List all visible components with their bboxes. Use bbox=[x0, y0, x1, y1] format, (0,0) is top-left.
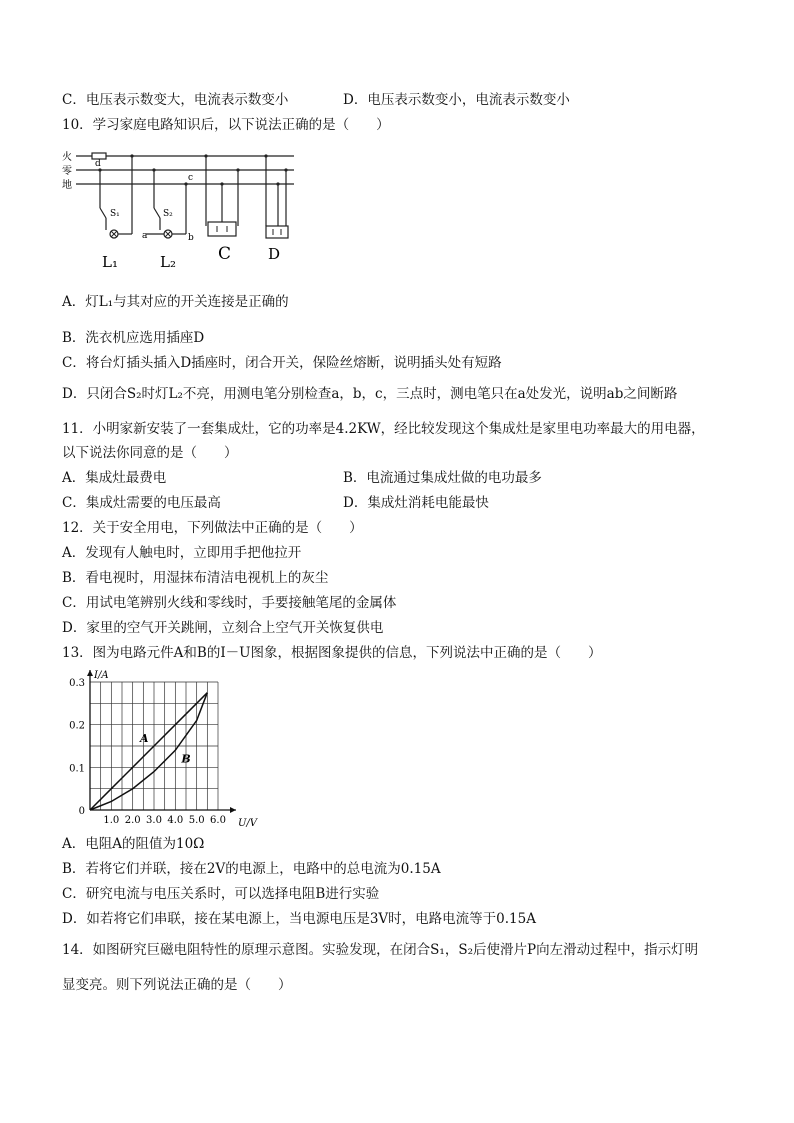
y-tick-label: 0.1 bbox=[69, 763, 85, 775]
q11-stem-line1: 11．小明家新安装了一套集成灶，它的功率是4.2KW，经比较发现这个集成灶是家里电功率最大的用电器， bbox=[62, 421, 705, 437]
point-a-label: a bbox=[142, 231, 148, 241]
q11-option-a: A．集成灶最费电 bbox=[62, 470, 167, 486]
q13-option-d: D．如若将它们串联，接在某电源上，当电源电压是3V时，电路电流等于0.15A bbox=[62, 911, 536, 927]
x-tick-label: 2.0 bbox=[124, 815, 141, 826]
x-tick-label: 3.0 bbox=[146, 815, 162, 826]
q12-option-a: A．发现有人触电时，立即用手把他拉开 bbox=[62, 545, 302, 561]
socket-d-label: D bbox=[268, 245, 281, 263]
x-tick-label: 5.0 bbox=[188, 815, 205, 826]
q9-option-d: D．电压表示数变小，电流表示数变小 bbox=[343, 92, 570, 108]
switch-s1-label: S₁ bbox=[110, 209, 120, 219]
q13-option-b: B．若将它们并联，接在2V的电源上，电路中的总电流为0.15A bbox=[62, 861, 441, 877]
x-tick-label: 1.0 bbox=[103, 815, 120, 826]
switch-s2-label: S₂ bbox=[163, 209, 173, 219]
wire-ground-label: 地 bbox=[62, 180, 72, 191]
x-axis-label: U/V bbox=[238, 818, 258, 829]
q10-option-c: C．将台灯插头插入D插座时，闭合开关，保险丝熔断，说明插头处有短路 bbox=[62, 355, 502, 371]
q13-option-c: C．研究电流与电压关系时，可以选择电阻B进行实验 bbox=[62, 886, 380, 902]
y-axis-label: I/A bbox=[94, 670, 109, 681]
lamp-l2-label: L₂ bbox=[160, 253, 176, 271]
y-axis-arrow bbox=[87, 670, 93, 676]
point-c-label: c bbox=[188, 173, 194, 183]
q12-option-d: D．家里的空气开关跳闸，立刻合上空气开关恢复供电 bbox=[62, 620, 384, 636]
q11-option-d: D．集成灶消耗电能最快 bbox=[343, 495, 489, 511]
q10-option-d: D．只闭合S₂时灯L₂不亮，用测电笔分别检查a，b，c，三点时，测电笔只在a处发光，说明ab之间断路 bbox=[62, 386, 678, 402]
q10-option-a: A．灯L₁与其对应的开关连接是正确的 bbox=[62, 294, 289, 310]
y-tick-label: 0.2 bbox=[69, 720, 85, 732]
x-axis-arrow bbox=[230, 807, 236, 813]
point-d-label: d bbox=[95, 159, 101, 169]
series-label-b: B bbox=[181, 752, 191, 766]
y-tick-label: 0.3 bbox=[69, 678, 85, 689]
point-b-label: b bbox=[188, 233, 194, 243]
q13-option-a: A．电阻A的阻值为10Ω bbox=[62, 836, 205, 852]
x-tick-label: 6.0 bbox=[210, 815, 226, 826]
q14-stem-line1: 14．如图研究巨磁电阻特性的原理示意图。实验发现，在闭合S₁，S₂后使滑片P向左滑动过程中，指示灯明 bbox=[62, 942, 699, 958]
q14-stem-line2: 显变亮。则下列说法正确的是（ ） bbox=[62, 977, 292, 993]
q12-option-c: C．用试电笔辨别火线和零线时，手要接触笔尾的金属体 bbox=[62, 595, 397, 611]
chart-labels bbox=[69, 670, 259, 829]
q12-stem: 12．关于安全用电，下列做法中正确的是（ ） bbox=[62, 520, 363, 536]
wire-neutral-label: 零 bbox=[62, 166, 72, 177]
q9-option-c: C．电压表示数变大，电流表示数变小 bbox=[62, 92, 289, 108]
series-label-a: A bbox=[140, 732, 149, 745]
q11-option-b: B．电流通过集成灶做的电功最多 bbox=[343, 470, 542, 486]
origin-label: 0 bbox=[78, 806, 85, 817]
lamp-l1-label: L₁ bbox=[102, 253, 118, 271]
q11-option-c: C．集成灶需要的电压最高 bbox=[62, 495, 221, 511]
x-tick-label: 4.0 bbox=[167, 815, 184, 826]
q10-stem: 10．学习家庭电路知识后，以下说法正确的是（ ） bbox=[62, 117, 390, 133]
q10-option-b: B．洗衣机应选用插座D bbox=[62, 330, 205, 346]
socket-c-label: C bbox=[218, 244, 232, 264]
iu-chart bbox=[62, 668, 272, 832]
household-circuit-figure bbox=[62, 146, 302, 272]
wire-fire-label: 火 bbox=[62, 152, 72, 163]
q13-stem: 13．图为电路元件A和B的I－U图象，根据图象提供的信息，下列说法中正确的是（ ） bbox=[62, 645, 602, 661]
q11-stem-line2: 以下说法你同意的是（ ） bbox=[62, 445, 238, 461]
q12-option-b: B．看电视时，用湿抹布清洁电视机上的灰尘 bbox=[62, 570, 329, 586]
